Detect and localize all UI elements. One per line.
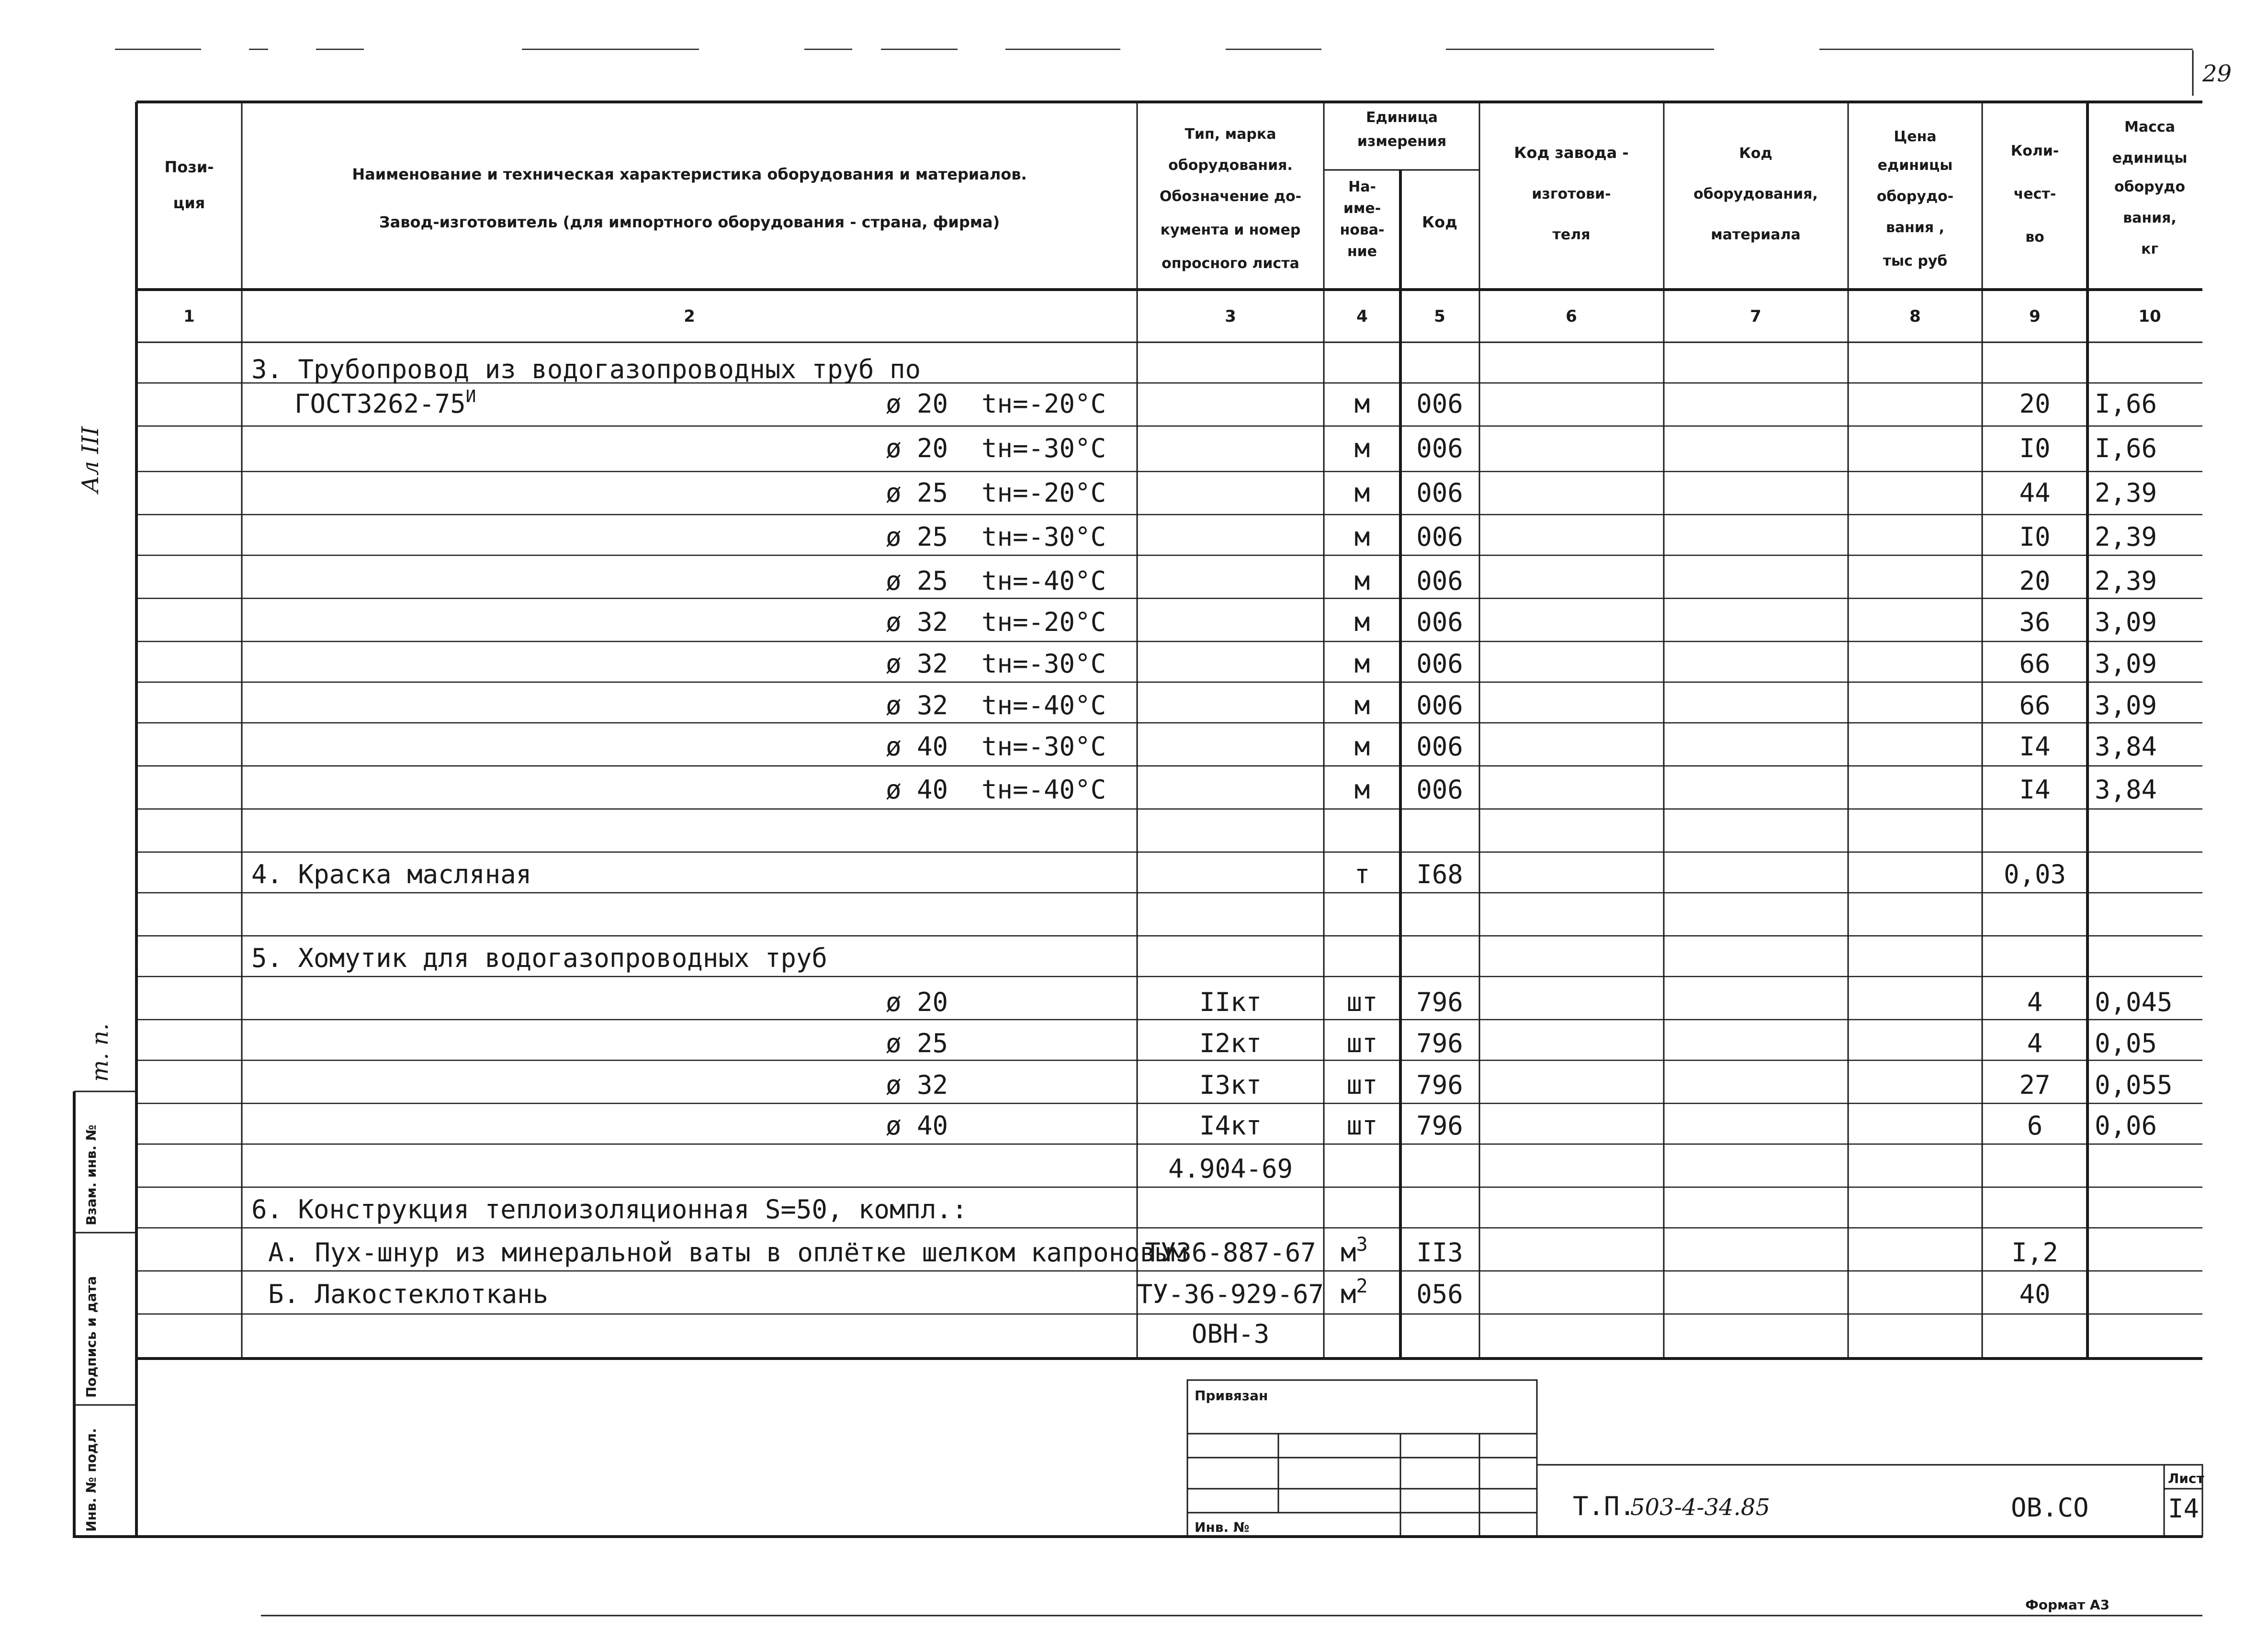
unit-code: 006	[1416, 566, 1463, 596]
unit-name: м	[1354, 607, 1370, 637]
clamp-diameter: ø 40	[886, 1111, 948, 1141]
section-6-end-doc: ОВН-3	[1191, 1319, 1270, 1349]
unit-code: 006	[1416, 478, 1463, 508]
header-qty-line1: Коли-	[2010, 143, 2059, 159]
quantity: 20	[2019, 566, 2051, 596]
stamp-list-label: Лист	[2168, 1471, 2204, 1486]
clamp-type: IIкт	[1199, 987, 1262, 1017]
unit-name: м	[1354, 522, 1370, 552]
unit-name-base: м	[1341, 1279, 1356, 1309]
quantity: I4	[2019, 775, 2051, 805]
clamp-type: I3кт	[1199, 1070, 1262, 1100]
pipe-diameter: ø 25	[886, 522, 948, 552]
header-unit-line2: измерения	[1357, 133, 1447, 150]
section-6b-doc: ТУ-36-929-67	[1137, 1279, 1324, 1309]
section-6b-row	[268, 1275, 2051, 1309]
pipe-temperature: tн=-20°С	[982, 478, 1106, 508]
header-type-line3: Обозначение до-	[1159, 188, 1302, 205]
header-maker-code-line3: теля	[1552, 226, 1591, 243]
pipe-temperature: tн=-30°С	[982, 433, 1106, 463]
header-unit-code: Код	[1422, 213, 1457, 231]
unit-name: шт	[1346, 1070, 1378, 1100]
header-unit-name-line3: нова-	[1340, 222, 1385, 238]
table-row	[886, 1111, 2157, 1141]
quantity: I0	[2019, 433, 2051, 463]
pipe-temperature: tн=-20°С	[982, 389, 1106, 419]
section-3-standard-sup: И	[465, 387, 476, 406]
table-row	[886, 522, 2157, 552]
header-equip-code-line2: оборудования,	[1693, 186, 1818, 202]
unit-code: 006	[1416, 389, 1463, 419]
stamp-inv: Инв. №	[1195, 1519, 1250, 1535]
unit-name	[1341, 1234, 1368, 1268]
clamp-type: I2кт	[1199, 1028, 1262, 1058]
unit-name: м	[1354, 690, 1370, 720]
quantity: 0,03	[2003, 859, 2066, 889]
page-number: 29	[2202, 60, 2232, 87]
header-price-line3: оборудо-	[1876, 188, 1954, 205]
col-num-7: 7	[1750, 307, 1761, 326]
pipe-diameter: ø 32	[886, 607, 948, 637]
pipe-temperature: tн=-40°С	[982, 775, 1106, 805]
header-unit-name-line1: На-	[1348, 179, 1376, 195]
col-num-1: 1	[183, 307, 195, 326]
table-row	[886, 607, 2157, 637]
table-row	[886, 433, 2157, 463]
header-equip-code-line1: Код	[1739, 145, 1772, 162]
quantity: 44	[2019, 478, 2051, 508]
header-price-line4: вания ,	[1885, 219, 1945, 236]
header-qty-line3: во	[2025, 229, 2044, 246]
section-3-standard	[294, 387, 476, 419]
header-mass-line1: Масса	[2124, 119, 2175, 135]
table-row	[886, 1028, 2157, 1058]
pipe-diameter: ø 32	[886, 649, 948, 679]
header-position-line1: Пози-	[164, 158, 214, 176]
unit-code: 796	[1416, 1111, 1463, 1141]
unit-mass: 2,39	[2095, 522, 2157, 552]
quantity: 66	[2019, 649, 2051, 679]
section-6-title: 6. Конструкция теплоизоляционная S=50, компл.:	[251, 1194, 968, 1224]
header-price-line5: тыс руб	[1883, 253, 1948, 270]
table-row	[886, 987, 2173, 1017]
table-row	[886, 389, 2157, 419]
stamp-section: ОВ.СО	[2011, 1493, 2089, 1523]
stamp-tp-prefix: Т.П.	[1573, 1491, 1636, 1521]
unit-name: м	[1354, 649, 1370, 679]
unit-mass: 3,09	[2095, 649, 2157, 679]
header-type-line1: Тип, марка	[1185, 126, 1276, 143]
quantity: 4	[2027, 987, 2043, 1017]
unit-name: т	[1354, 859, 1370, 889]
unit-name-sup: 3	[1356, 1234, 1368, 1256]
unit-code: 006	[1416, 522, 1463, 552]
section-5-title: 5. Хомутик для водогазопроводных труб	[251, 943, 827, 973]
pipe-diameter: ø 20	[886, 389, 948, 419]
clamp-type: I4кт	[1199, 1111, 1262, 1141]
header-unit-name-line4: ние	[1347, 243, 1377, 260]
section-6a-row	[268, 1234, 2058, 1268]
unit-code: 056	[1416, 1279, 1463, 1309]
pipe-diameter: ø 25	[886, 566, 948, 596]
quantity: 6	[2027, 1111, 2043, 1141]
table-row	[886, 566, 2157, 596]
col-num-9: 9	[2029, 307, 2041, 326]
strip-inv-podl: Инв. № подл.	[83, 1428, 99, 1532]
stamp-block	[1187, 1380, 2204, 1537]
section-3-standard-number: ГОСТ3262-75	[294, 389, 466, 419]
section-6b-name: Б. Лакостеклоткань	[268, 1279, 549, 1309]
section-4-row	[251, 859, 2066, 889]
unit-mass: 3,09	[2095, 607, 2157, 637]
unit-code: 796	[1416, 1028, 1463, 1058]
clamp-rows	[886, 987, 2173, 1141]
sheet-format: Формат А3	[2025, 1597, 2110, 1613]
unit-mass: I,66	[2095, 389, 2157, 419]
header-maker-code-line2: изготови-	[1532, 186, 1611, 202]
pipe-temperature: tн=-40°С	[982, 566, 1106, 596]
header-unit-name-line2: име-	[1343, 200, 1381, 217]
table-row	[886, 649, 2157, 679]
quantity: 20	[2019, 389, 2051, 419]
unit-name: шт	[1346, 1028, 1378, 1058]
unit-mass: 2,39	[2095, 566, 2157, 596]
unit-code: II3	[1416, 1237, 1463, 1268]
unit-name-sup: 2	[1356, 1275, 1368, 1297]
stamp-privyazan: Привязан	[1195, 1388, 1268, 1404]
quantity: 66	[2019, 690, 2051, 720]
side-tp-note: т. п.	[87, 1023, 113, 1082]
quantity: 4	[2027, 1028, 2043, 1058]
pipe-temperature: tн=-40°С	[982, 690, 1106, 720]
header-mass-line4: вания,	[2123, 210, 2177, 226]
clamp-diameter: ø 20	[886, 987, 948, 1017]
side-al-note: Ал III	[77, 426, 104, 493]
unit-code: 796	[1416, 1070, 1463, 1100]
table-row	[886, 731, 2157, 762]
unit-code: 796	[1416, 987, 1463, 1017]
unit-name: м	[1354, 731, 1370, 762]
table-row	[886, 775, 2157, 805]
unit-mass: 0,05	[2095, 1028, 2157, 1058]
col-num-5: 5	[1434, 307, 1445, 326]
section-6-document: 4.904-69	[1168, 1154, 1293, 1184]
unit-code: 006	[1416, 690, 1463, 720]
pipe-diameter: ø 20	[886, 433, 948, 463]
header-type-line2: оборудования.	[1168, 157, 1293, 174]
col-num-4: 4	[1356, 307, 1368, 326]
column-numbers	[183, 307, 2161, 326]
header-name-line2: Завод-изготовитель (для импортного оборудования - страна, фирма)	[379, 213, 1000, 231]
unit-mass: 3,09	[2095, 690, 2157, 720]
stamp-tp-number: 503-4-34.85	[1630, 1494, 1771, 1521]
quantity: I0	[2019, 522, 2051, 552]
section-6a-doc: ТУ36-887-67	[1145, 1237, 1316, 1268]
header-maker-code-line1: Код завода -	[1514, 144, 1629, 162]
left-strip	[74, 426, 136, 1537]
quantity: I,2	[2011, 1237, 2058, 1268]
pipe-temperature: tн=-30°С	[982, 522, 1106, 552]
unit-mass: 0,045	[2095, 987, 2173, 1017]
header-unit-line1: Единица	[1366, 109, 1438, 126]
col-num-6: 6	[1566, 307, 1577, 326]
unit-mass: 3,84	[2095, 731, 2157, 762]
unit-mass: 0,06	[2095, 1111, 2157, 1141]
unit-code: 006	[1416, 649, 1463, 679]
quantity: 36	[2019, 607, 2051, 637]
table-header	[164, 109, 2187, 272]
unit-name: м	[1354, 478, 1370, 508]
table-row	[886, 478, 2157, 508]
header-type-line4: кумента и номер	[1160, 222, 1301, 238]
table-row	[886, 1070, 2173, 1100]
unit-name: шт	[1346, 1111, 1378, 1141]
unit-name: м	[1354, 775, 1370, 805]
header-mass-line2: единицы	[2112, 150, 2188, 167]
stamp-list-number: I4	[2168, 1494, 2200, 1524]
unit-name-base: м	[1341, 1237, 1356, 1268]
unit-code: 006	[1416, 433, 1463, 463]
table-grid	[136, 102, 2202, 1537]
header-mass-line3: оборудо	[2114, 179, 2186, 195]
pipe-temperature: tн=-30°С	[982, 731, 1106, 762]
header-name-line1: Наименование и техническая характеристика оборудования и материалов.	[352, 165, 1027, 183]
unit-name	[1341, 1275, 1368, 1309]
quantity: 27	[2019, 1070, 2051, 1100]
unit-mass: I,66	[2095, 433, 2157, 463]
unit-name: м	[1354, 389, 1370, 419]
table-row	[886, 690, 2157, 720]
col-num-3: 3	[1225, 307, 1236, 326]
pipe-diameter: ø 32	[886, 690, 948, 720]
pipe-rows	[886, 389, 2157, 805]
header-qty-line2: чест-	[2013, 186, 2056, 202]
header-mass-line5: кг	[2141, 241, 2159, 258]
section-4-name: 4. Краска масляная	[251, 859, 532, 889]
unit-mass: 2,39	[2095, 478, 2157, 508]
pipe-diameter: ø 40	[886, 775, 948, 805]
unit-name: шт	[1346, 987, 1378, 1017]
section-3-title: 3. Трубопровод из водогазопроводных труб по	[251, 354, 921, 384]
unit-code: 006	[1416, 775, 1463, 805]
clamp-diameter: ø 25	[886, 1028, 948, 1058]
unit-name: м	[1354, 433, 1370, 463]
pipe-diameter: ø 25	[886, 478, 948, 508]
col-num-8: 8	[1909, 307, 1921, 326]
pipe-temperature: tн=-30°С	[982, 649, 1106, 679]
header-position-line2: ция	[173, 194, 205, 212]
header-equip-code-line3: материала	[1711, 226, 1801, 243]
unit-mass: 0,055	[2095, 1070, 2173, 1100]
col-num-10: 10	[2138, 307, 2161, 326]
col-num-2: 2	[684, 307, 695, 326]
section-6a-name: А. Пух-шнур из минеральной ваты в оплётке шелком капроновым	[268, 1237, 1187, 1268]
header-price-line2: единицы	[1877, 157, 1953, 174]
quantity: I4	[2019, 731, 2051, 762]
pipe-diameter: ø 40	[886, 731, 948, 762]
strip-vzam-inv: Взам. инв. №	[83, 1124, 99, 1225]
bottom-frame	[136, 1465, 2202, 1537]
header-type-line5: опросного листа	[1162, 255, 1299, 272]
unit-code: 006	[1416, 607, 1463, 637]
unit-code: 006	[1416, 731, 1463, 762]
strip-podpis-data: Подпись и дата	[83, 1276, 99, 1398]
header-price-line1: Цена	[1894, 128, 1937, 145]
pipe-temperature: tн=-20°С	[982, 607, 1106, 637]
clamp-diameter: ø 32	[886, 1070, 948, 1100]
unit-code: I68	[1416, 859, 1463, 889]
quantity: 40	[2019, 1279, 2051, 1309]
unit-mass: 3,84	[2095, 775, 2157, 805]
unit-name: м	[1354, 566, 1370, 596]
